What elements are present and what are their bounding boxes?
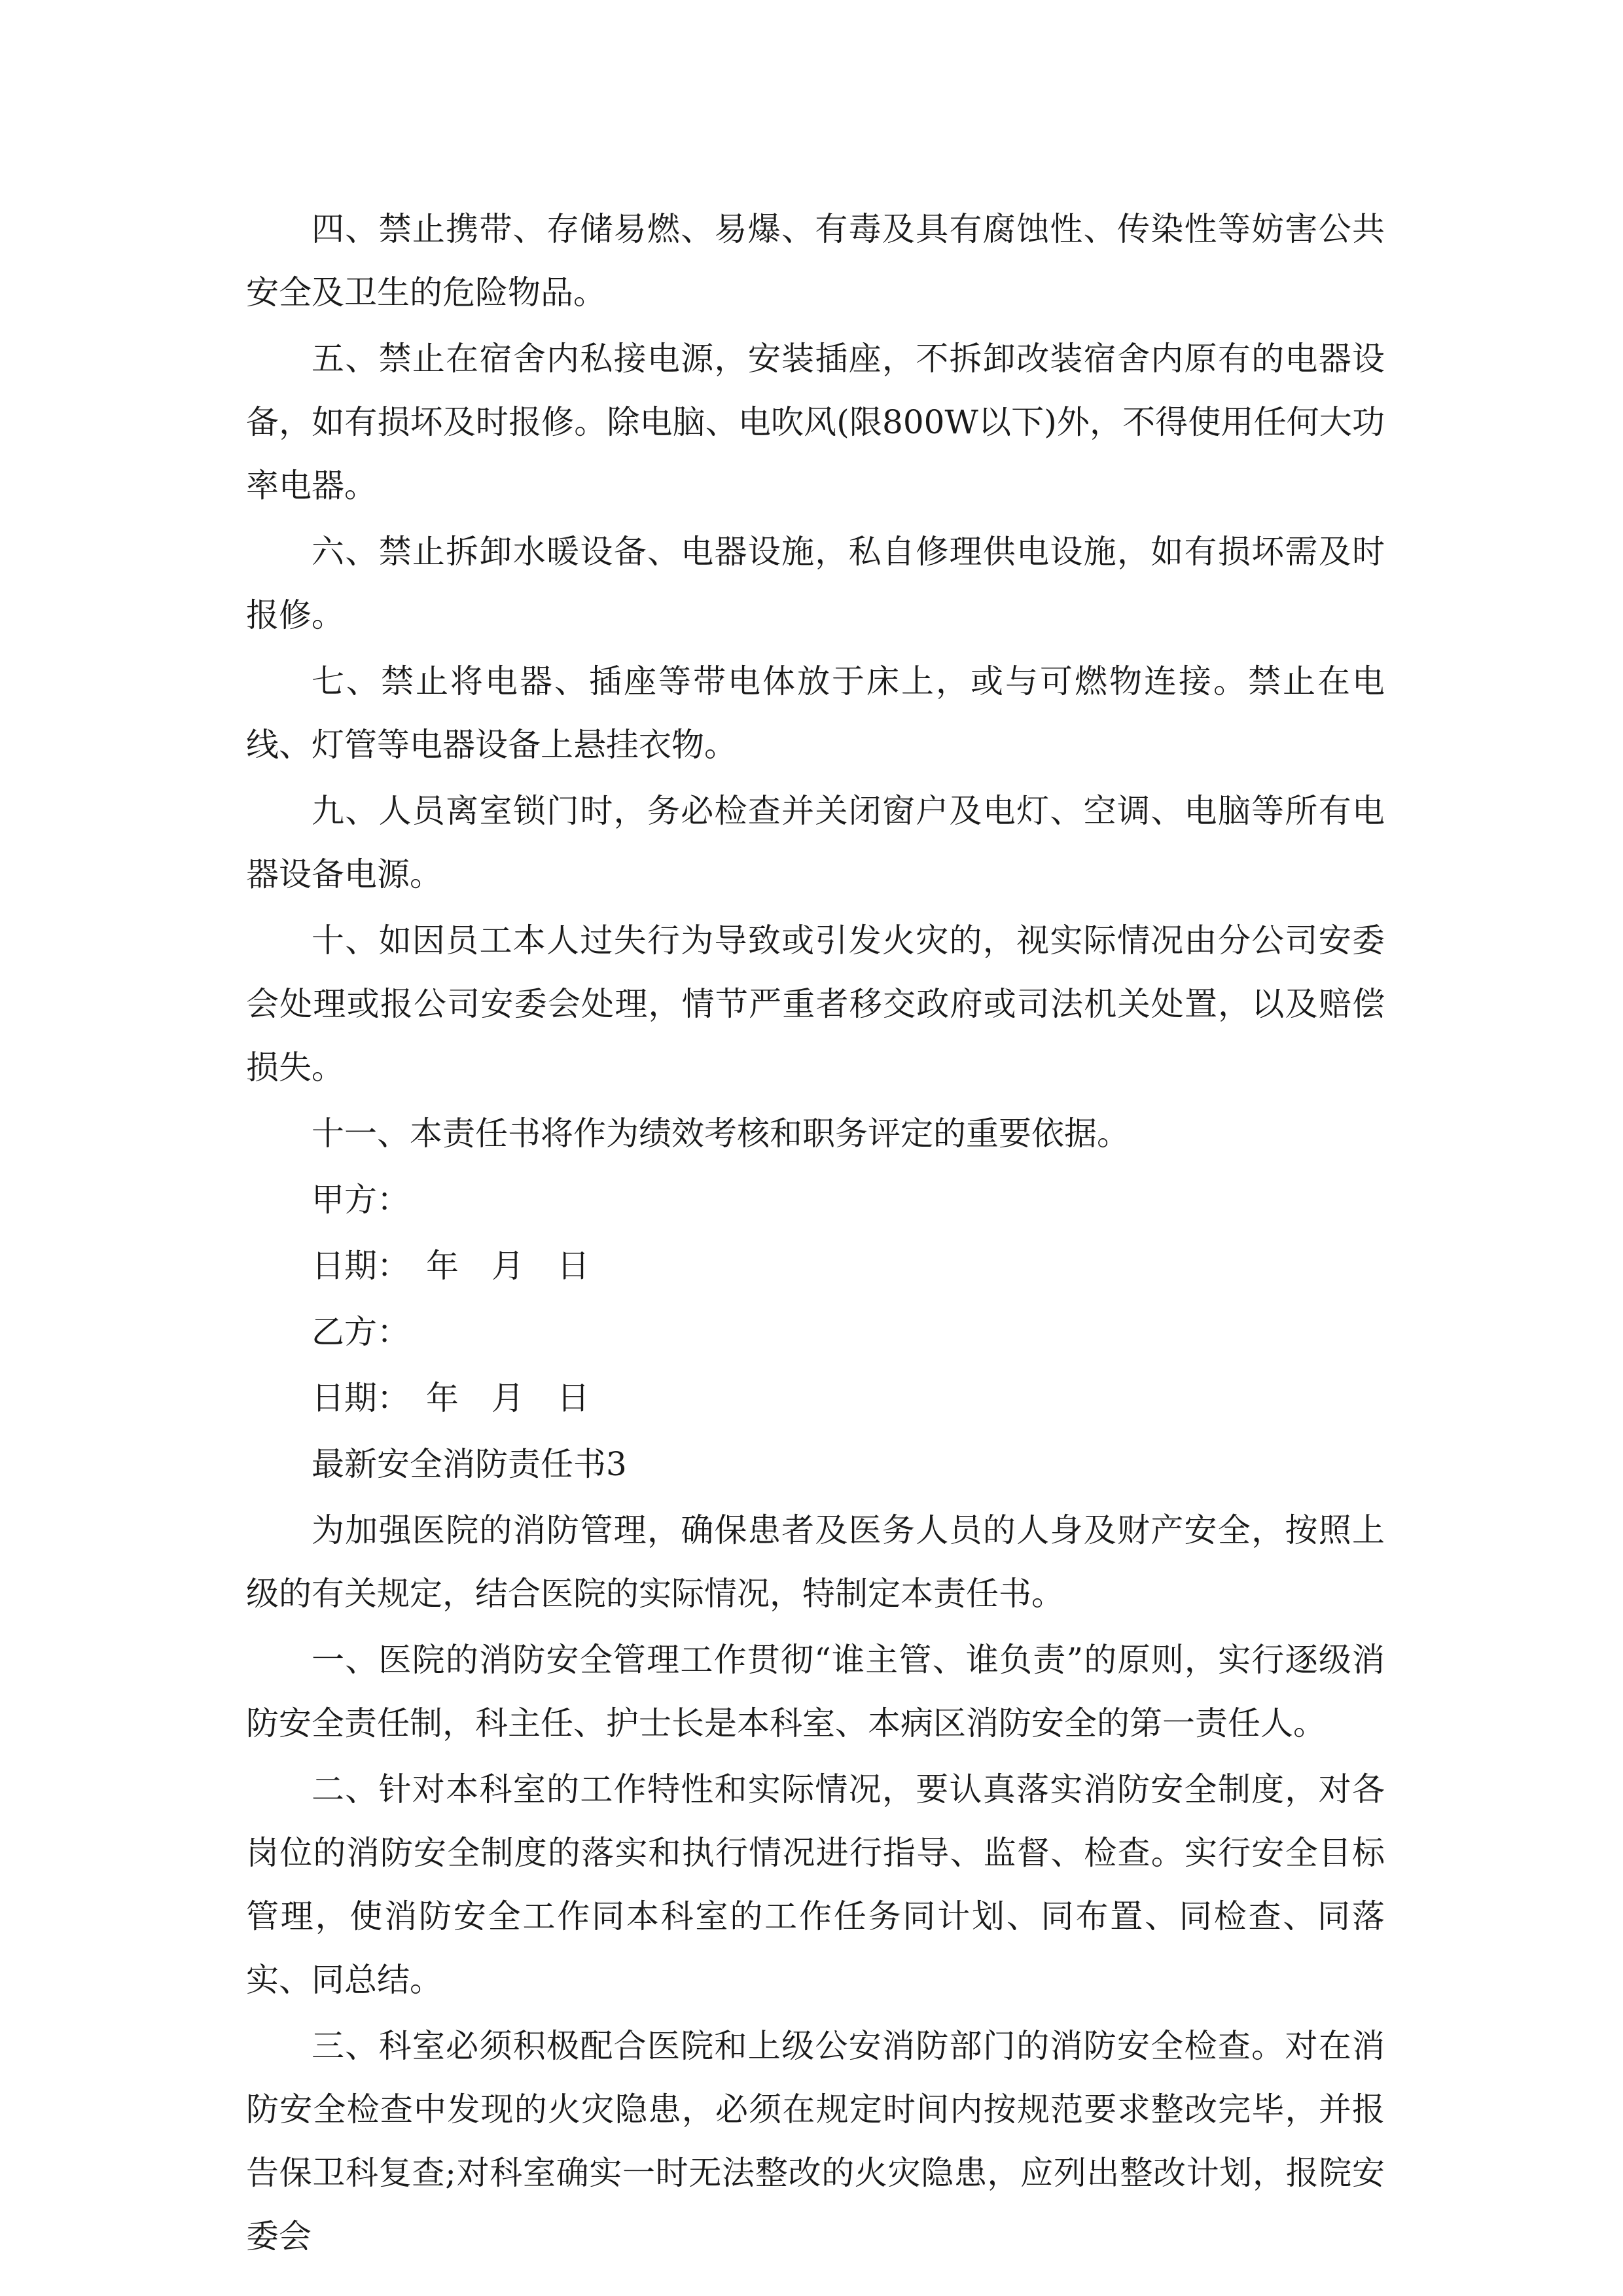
paragraph-clause-2: 二、针对本科室的工作特性和实际情况，要认真落实消防安全制度，对各岗位的消防安全制度的落实和执行情况进行指导、监督、检查。实行安全目标管理，使消防安全工作同本科室的工作任务同计划、同布置、同检查、同落实、同总结。: [246, 1770, 1385, 1999]
document-body: [246, 198, 1385, 2271]
paragraph-intro: 为加强医院的消防管理，确保患者及医务人员的人身及财产安全，按照上级的有关规定，结合医院的实际情况，特制定本责任书。: [246, 1511, 1385, 1613]
paragraph-rule-11: 十一、本责任书将作为绩效考核和职务评定的重要依据。: [312, 1115, 1130, 1153]
party-b-label: 乙方：: [312, 1313, 410, 1351]
paragraph-rule-9: 九、人员离室锁门时，务必检查并关闭窗户及电灯、空调、电脑等所有电器设备电源。: [246, 792, 1385, 893]
paragraph-clause-1: 一、医院的消防安全管理工作贯彻“谁主管、谁负责”的原则，实行逐级消防安全责任制，科主任、护士长是本科室、本病区消防安全的第一责任人。: [246, 1641, 1385, 1742]
paragraph-rule-5: 五、禁止在宿舍内私接电源，安装插座，不拆卸改装宿舍内原有的电器设备，如有损坏及时报修。除电脑、电吹风(限800W以下)外，不得使用任何大功率电器。: [246, 340, 1385, 505]
paragraph-rule-7: 七、禁止将电器、插座等带电体放于床上，或与可燃物连接。禁止在电线、灯管等电器设备上悬挂衣物。: [246, 662, 1385, 764]
paragraph-rule-4: 四、禁止携带、存储易燃、易爆、有毒及具有腐蚀性、传染性等妨害公共安全及卫生的危险物品。: [246, 210, 1385, 312]
paragraph-rule-10: 十、如因员工本人过失行为导致或引发火灾的，视实际情况由分公司安委会处理或报公司安委会处理，情节严重者移交政府或司法机关处置，以及赔偿损失。: [246, 922, 1385, 1086]
party-a-date: 日期： 年 月 日: [312, 1247, 590, 1285]
section-title: 最新安全消防责任书3: [312, 1445, 627, 1483]
party-a-label: 甲方：: [312, 1181, 410, 1219]
paragraph-rule-6: 六、禁止拆卸水暖设备、电器设施，私自修理供电设施，如有损坏需及时报修。: [246, 533, 1385, 634]
paragraph-clause-3: 三、科室必须积极配合医院和上级公安消防部门的消防安全检查。对在消防安全检查中发现的火灾隐患，必须在规定时间内按规范要求整改完毕，并报告保卫科复查;对科室确实一时无法整改的火灾隐患，应列出整改计划，报院安委会: [246, 2027, 1385, 2255]
party-b-date: 日期： 年 月 日: [312, 1379, 590, 1417]
